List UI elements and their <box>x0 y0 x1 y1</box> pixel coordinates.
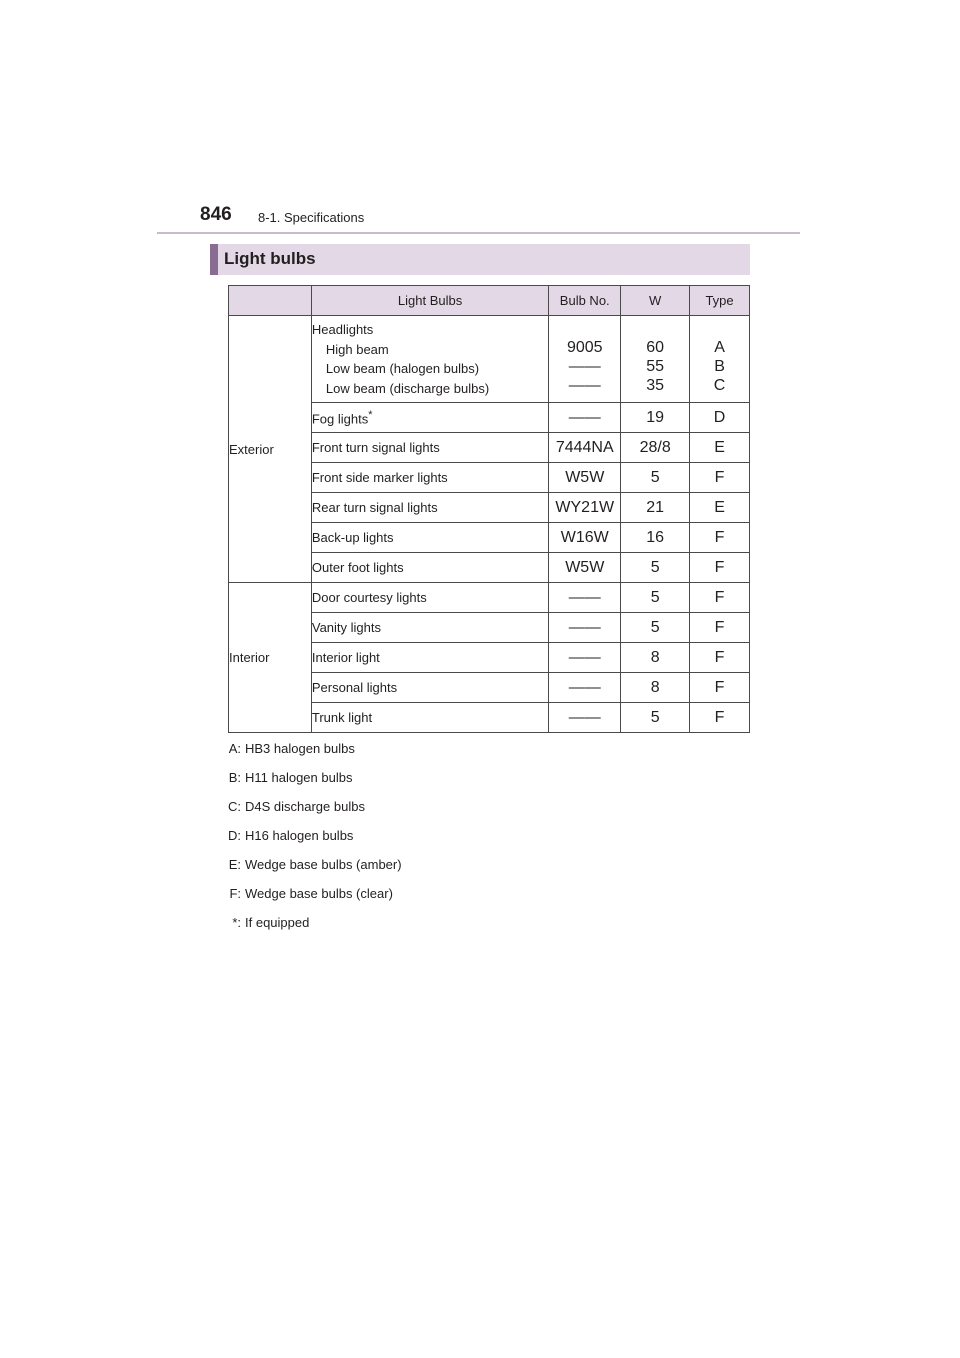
asterisk-mark: * <box>368 408 373 421</box>
legend-key: *: <box>232 915 241 930</box>
column-header-watts: W <box>621 286 690 316</box>
bulb-no: —— <box>549 613 621 643</box>
item-label: Outer foot lights <box>311 553 548 583</box>
page-number: 846 <box>200 204 232 225</box>
item-label: Vanity lights <box>311 613 548 643</box>
bulb-no: 9005 <box>566 339 603 356</box>
type: F <box>690 613 750 643</box>
type: F <box>690 523 750 553</box>
item-label: Front turn signal lights <box>311 433 548 463</box>
bulb-no: —— <box>568 377 601 394</box>
legend-item <box>217 857 402 872</box>
watts: 5 <box>621 703 690 733</box>
legend-item <box>217 741 355 756</box>
bulb-no: W5W <box>549 553 621 583</box>
bulb-no: W5W <box>549 463 621 493</box>
bulb-no: —— <box>549 703 621 733</box>
light-bulbs-table <box>228 285 750 733</box>
item-label: Door courtesy lights <box>311 583 548 613</box>
bulb-no: 7444NA <box>549 433 621 463</box>
table-header-row <box>229 286 750 316</box>
bulb-no-cell <box>549 316 621 403</box>
table-row <box>229 316 750 403</box>
type: B <box>714 358 725 375</box>
type: E <box>690 493 750 523</box>
watts: 21 <box>621 493 690 523</box>
watts-cell <box>621 316 690 403</box>
item-sublabel: Low beam (halogen bulbs) <box>325 361 480 376</box>
legend-key: B: <box>228 770 241 785</box>
watts: 8 <box>621 643 690 673</box>
item-label: Interior light <box>311 643 548 673</box>
bulb-no: —— <box>549 673 621 703</box>
bulb-no: —— <box>549 403 621 433</box>
legend-text: If equipped <box>245 915 310 930</box>
type: F <box>690 463 750 493</box>
watts: 5 <box>621 553 690 583</box>
type: F <box>690 703 750 733</box>
type: A <box>714 339 725 356</box>
legend-text: Wedge base bulbs (clear) <box>245 886 393 901</box>
watts: 5 <box>621 463 690 493</box>
legend-item <box>217 770 352 785</box>
watts: 5 <box>621 613 690 643</box>
item-label: Back-up lights <box>311 523 548 553</box>
item-sublabel: High beam <box>325 341 389 357</box>
item-label: Rear turn signal lights <box>311 493 548 523</box>
section-heading-bar <box>210 244 750 275</box>
type: F <box>690 673 750 703</box>
column-header-bulb-no: Bulb No. <box>549 286 621 316</box>
watts: 60 <box>646 339 665 356</box>
watts: 28/8 <box>621 433 690 463</box>
item-label: Personal lights <box>311 673 548 703</box>
section-heading: Light bulbs <box>224 249 316 268</box>
type: F <box>690 643 750 673</box>
group-label-interior: Interior <box>229 583 312 733</box>
watts: 16 <box>621 523 690 553</box>
type: F <box>690 553 750 583</box>
bulb-no: W16W <box>549 523 621 553</box>
watts: 19 <box>621 403 690 433</box>
watts: 35 <box>646 377 665 394</box>
item-label: Headlights <box>311 322 374 337</box>
legend-key: E: <box>228 857 241 872</box>
column-header-group <box>229 286 312 316</box>
item-label: Trunk light <box>311 703 548 733</box>
section-title: 8-1. Specifications <box>258 210 365 225</box>
legend-text: H11 halogen bulbs <box>245 770 353 785</box>
legend-item <box>217 886 393 901</box>
bulb-no: —— <box>549 583 621 613</box>
legend-item <box>217 828 353 843</box>
item-sublabel: Low beam (discharge bulbs) <box>325 380 490 396</box>
header-divider <box>157 232 800 234</box>
bulb-no: WY21W <box>549 493 621 523</box>
item-label: Front side marker lights <box>311 463 548 493</box>
legend-text: D4S discharge bulbs <box>245 799 365 814</box>
table-row <box>229 583 750 613</box>
watts: 55 <box>646 358 665 375</box>
type: C <box>713 377 726 394</box>
type-cell <box>690 316 750 403</box>
type: E <box>690 433 750 463</box>
type: F <box>690 583 750 613</box>
type: D <box>690 403 750 433</box>
bulb-no: —— <box>568 358 601 375</box>
headlights-cell <box>311 316 548 403</box>
item-label: Fog lights* <box>311 403 548 433</box>
column-header-light-bulbs: Light Bulbs <box>311 286 548 316</box>
legend-key: A: <box>228 741 241 756</box>
legend-key: D: <box>228 828 241 843</box>
legend-text: H16 halogen bulbs <box>245 828 354 843</box>
legend-text: Wedge base bulbs (amber) <box>245 857 402 872</box>
column-header-type: Type <box>690 286 750 316</box>
legend-text: HB3 halogen bulbs <box>245 741 355 756</box>
legend-item <box>217 915 309 930</box>
legend-key: C: <box>228 799 241 814</box>
watts: 8 <box>621 673 690 703</box>
legend-key: F: <box>229 886 241 901</box>
group-label-exterior: Exterior <box>229 316 312 583</box>
bulb-no: —— <box>549 643 621 673</box>
watts: 5 <box>621 583 690 613</box>
legend-item <box>217 799 365 814</box>
